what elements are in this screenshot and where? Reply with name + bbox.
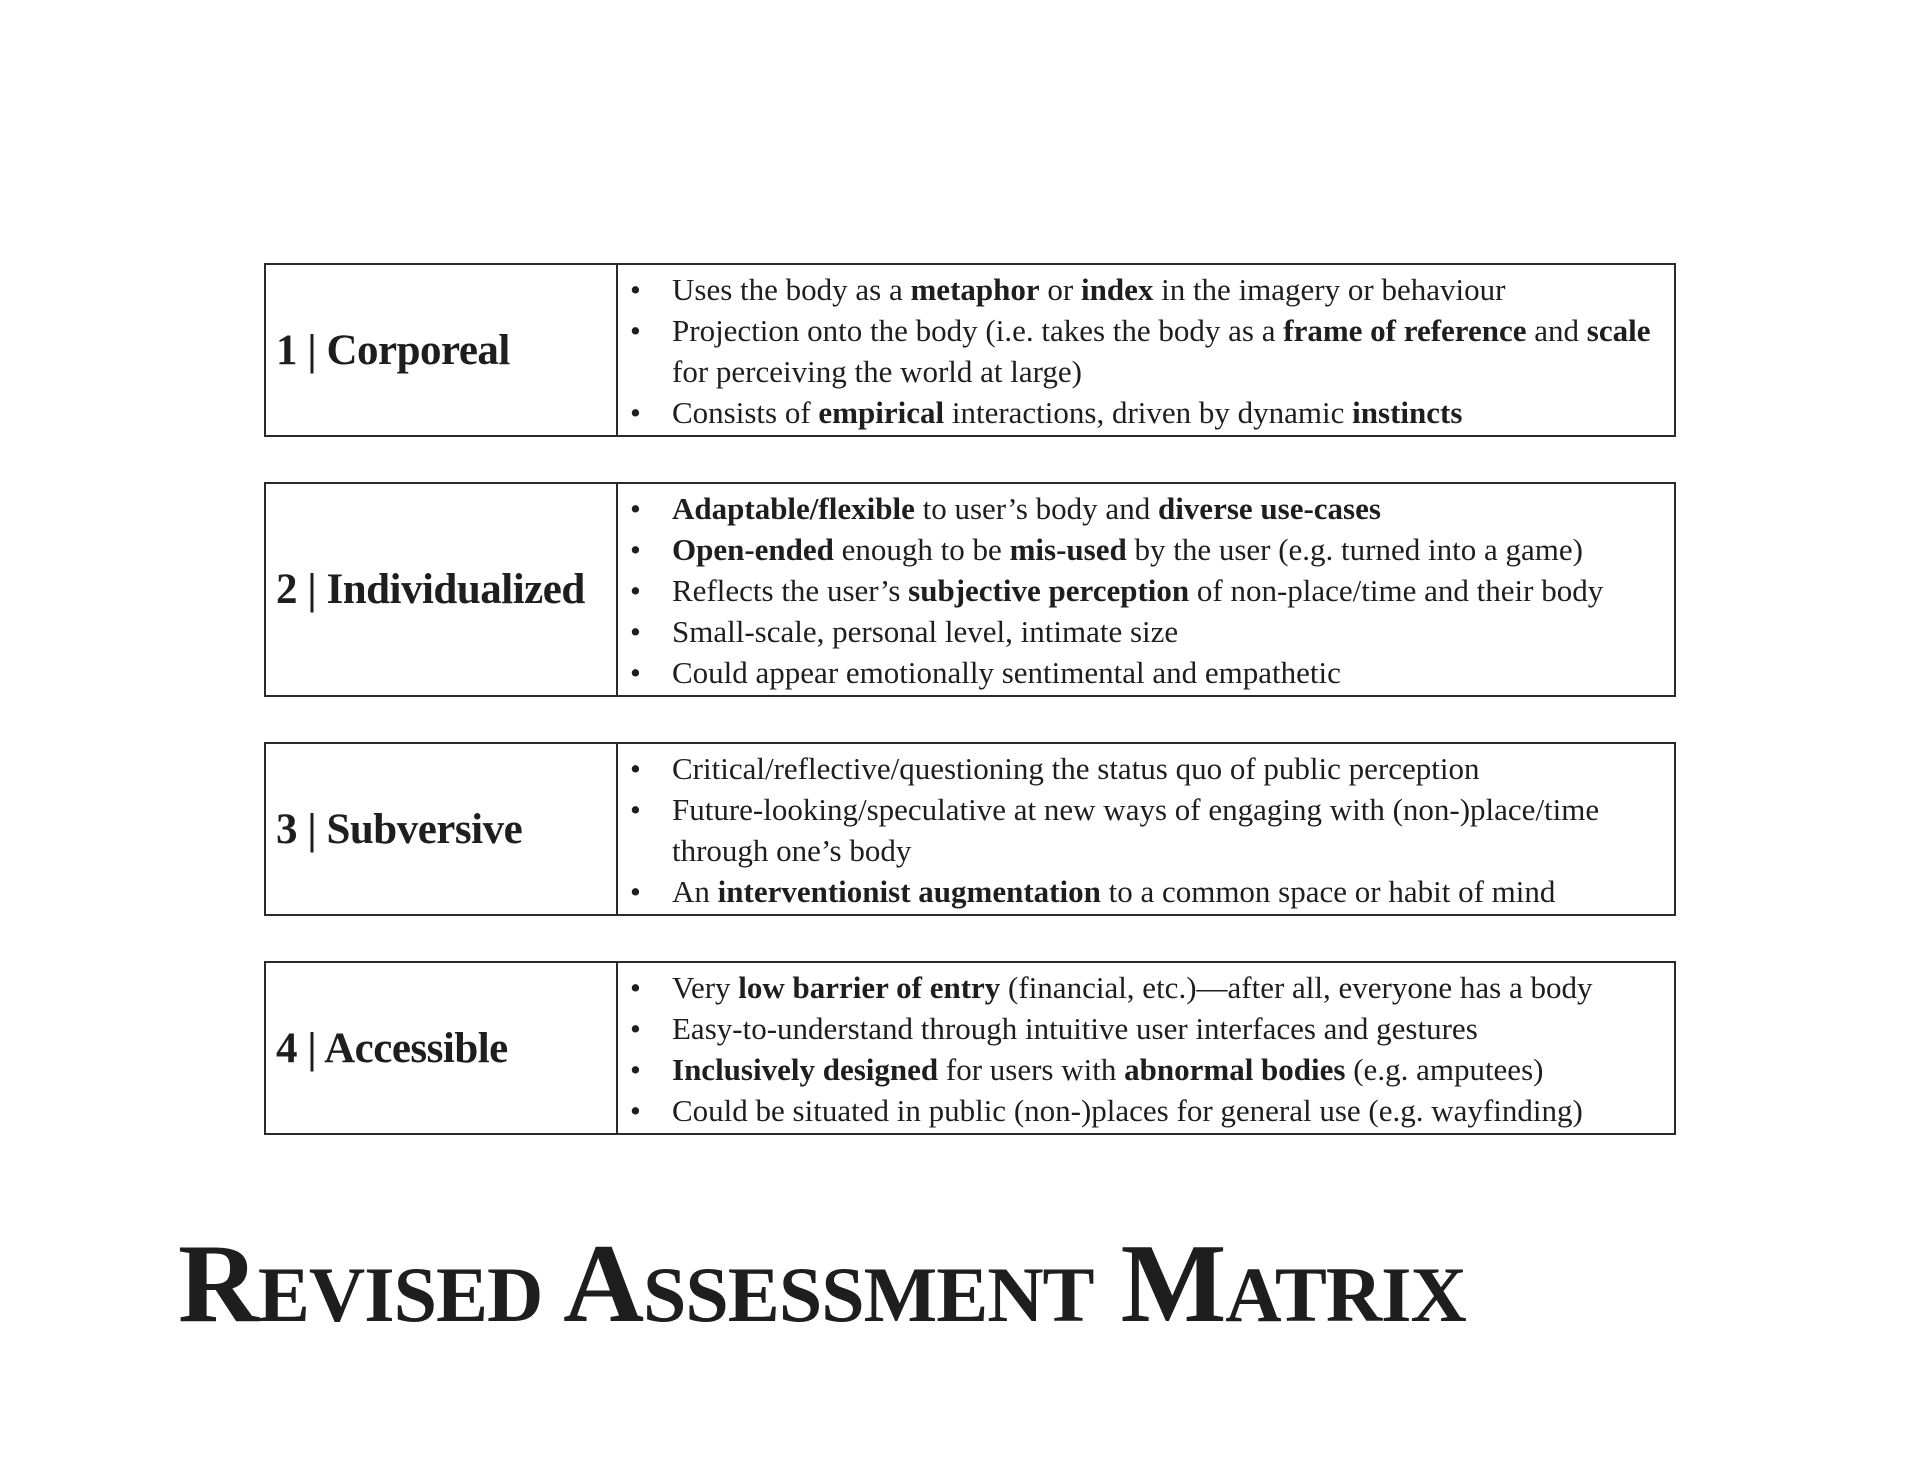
bullet-item [618,1049,1662,1090]
bullet-text: Future-looking/speculative at new ways of engaging with (non-)place/time through one’s body [672,792,1600,868]
bullet-item [618,1008,1662,1049]
emphasis-text: index [1080,272,1154,307]
bullet-text: Very [672,970,739,1005]
emphasis-text: empirical [818,395,945,430]
criterion-box [264,263,1676,437]
bullet-item [618,1090,1662,1131]
bullet-text: or [1039,272,1081,307]
bullet-text: Small-scale, personal level, intimate size [672,614,1179,649]
emphasis-text: subjective perception [908,573,1190,608]
bullet-item [618,488,1662,529]
criterion-box [264,482,1676,697]
bullet-item [618,269,1662,310]
bullet-text: Could be situated in public (non-)places for general use (e.g. wayfinding) [672,1093,1583,1128]
emphasis-text: scale [1586,313,1651,348]
criterion-bullets [618,744,1674,914]
bullet-text: Uses the body as a [672,272,911,307]
assessment-matrix [264,263,1676,1180]
bullet-text: (e.g. amputees) [1345,1052,1544,1087]
bullet-item [618,748,1662,789]
bullet-text: enough to be [833,532,1010,567]
bullet-text: Reflects the user’s [672,573,909,608]
criterion-box [264,742,1676,916]
page-title: Revised Assessment Matrix [178,1222,1466,1346]
emphasis-text: metaphor [910,272,1040,307]
bullet-text: Projection onto the body (i.e. takes the body as a [672,313,1284,348]
bullet-item [618,871,1662,912]
criterion-label: 1 | Corporeal [266,265,618,435]
emphasis-text: instincts [1352,395,1463,430]
bullet-item [618,529,1662,570]
bullet-text: An [672,874,718,909]
bullet-text: (financial, etc.)—after all, everyone has a body [1000,970,1593,1005]
emphasis-text: Inclusively designed [672,1052,939,1087]
bullet-item [618,652,1662,693]
bullet-text: to a common space or habit of mind [1100,874,1556,909]
emphasis-text: interventionist augmentation [717,874,1101,909]
bullet-text: by the user (e.g. turned into a game) [1126,532,1583,567]
criterion-label: 4 | Accessible [266,963,618,1133]
emphasis-text: low barrier of entry [738,970,1001,1005]
bullet-text: interactions, driven by dynamic [944,395,1353,430]
bullet-item [618,392,1662,433]
emphasis-text: diverse use-cases [1157,491,1381,526]
bullet-item [618,611,1662,652]
bullet-text: Easy-to-understand through intuitive user interfaces and gestures [672,1011,1478,1046]
criterion-bullets [618,963,1674,1133]
bullet-text: for users with [938,1052,1125,1087]
bullet-text: to user’s body and [914,491,1158,526]
emphasis-text: abnormal bodies [1124,1052,1346,1087]
bullet-text: for perceiving the world at large) [672,354,1083,389]
bullet-text: Critical/reflective/questioning the status quo of public perception [672,751,1480,786]
criterion-box [264,961,1676,1135]
bullet-text: Could appear emotionally sentimental and empathetic [672,655,1341,690]
criterion-label: 3 | Subversive [266,744,618,914]
bullet-text: of non-place/time and their body [1189,573,1604,608]
bullet-text: and [1526,313,1587,348]
bullet-item [618,789,1662,871]
bullet-text: in the imagery or behaviour [1153,272,1506,307]
bullet-item [618,967,1662,1008]
bullet-item [618,310,1662,392]
criterion-bullets [618,265,1674,435]
emphasis-text: Open-ended [672,532,834,567]
emphasis-text: mis-used [1009,532,1127,567]
emphasis-text: frame of reference [1283,313,1527,348]
bullet-item [618,570,1662,611]
criterion-bullets [618,484,1674,695]
criterion-label: 2 | Individualized [266,484,618,695]
bullet-text: Consists of [672,395,819,430]
emphasis-text: Adaptable/flexible [672,491,915,526]
